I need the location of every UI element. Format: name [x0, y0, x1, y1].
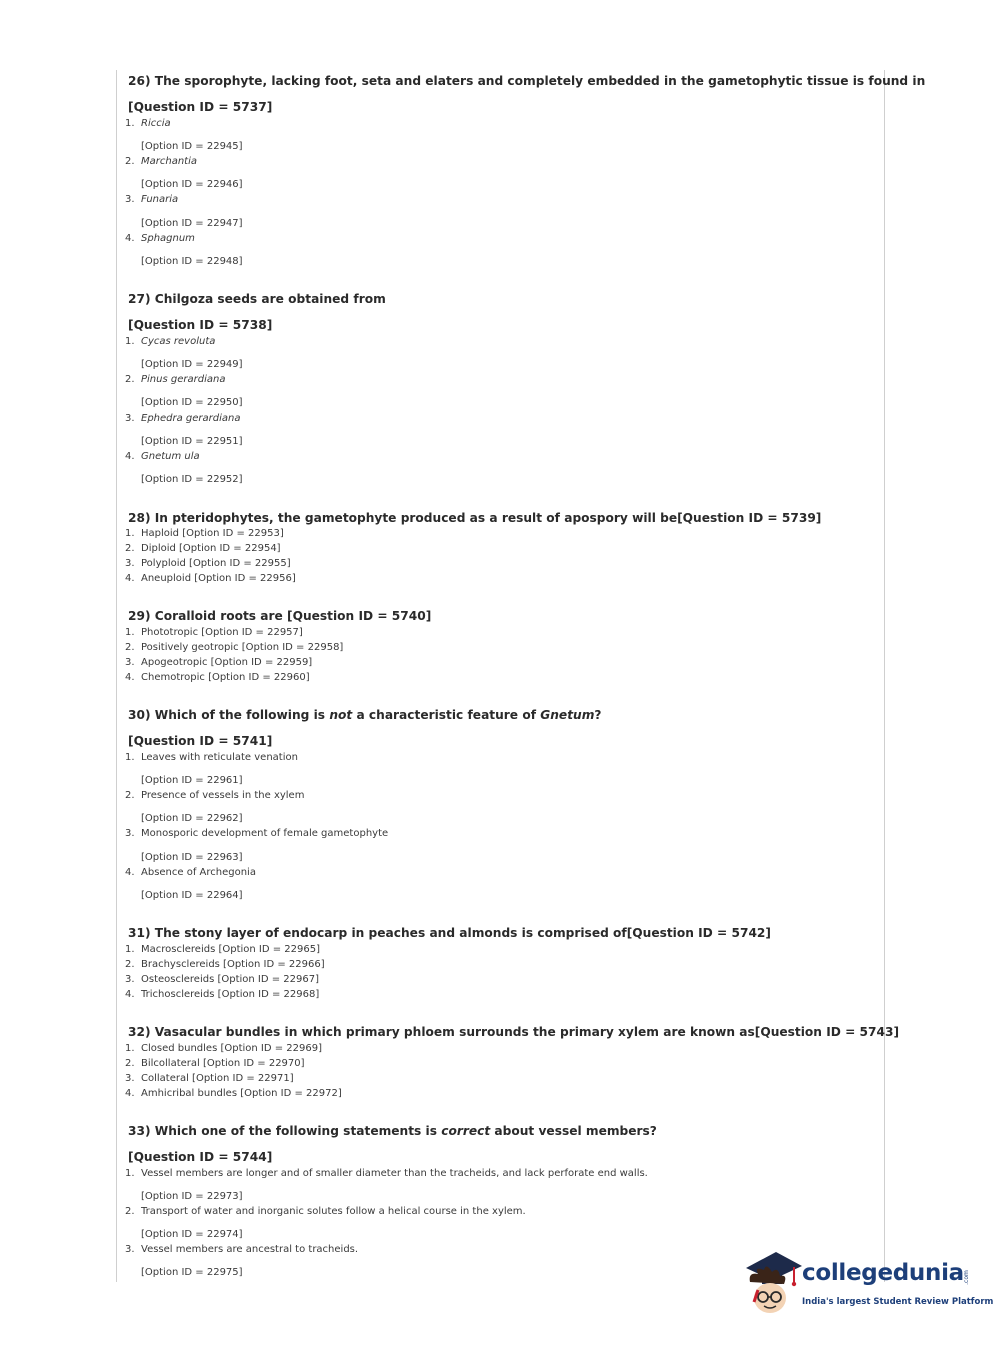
- q28-option-1: 1. Haploid [Option ID = 22953]: [125, 528, 284, 539]
- q26-option-3-id: [Option ID = 22947]: [141, 218, 243, 229]
- q32-option-2: 2. Bilcollateral [Option ID = 22970]: [125, 1058, 305, 1069]
- question-26-id: [Question ID = 5737]: [128, 100, 273, 114]
- q32-option-1: 1. Closed bundles [Option ID = 22969]: [125, 1043, 323, 1054]
- question-29: 29) Coralloid roots are [Question ID = 5740]: [128, 609, 432, 623]
- q30-option-4: 4. Absence of Archegonia: [125, 867, 256, 878]
- q30-option-3-id: [Option ID = 22963]: [141, 852, 243, 863]
- question-32: 32) Vasacular bundles in which primary phloem surrounds the primary xylem are known as[Question ID = 5743]: [128, 1025, 900, 1039]
- brand-name: collegedunia: [802, 1260, 964, 1286]
- brand-com: .com: [962, 1270, 970, 1285]
- question-33-id: [Question ID = 5744]: [128, 1150, 273, 1164]
- q26-option-4: 4. Sphagnum: [125, 233, 195, 244]
- q30-option-2-id: [Option ID = 22962]: [141, 813, 243, 824]
- q32-option-3: 3. Collateral [Option ID = 22971]: [125, 1073, 294, 1084]
- q31-option-4: 4. Trichosclereids [Option ID = 22968]: [125, 989, 320, 1000]
- q27-option-2-id: [Option ID = 22950]: [141, 397, 243, 408]
- q33-option-1-id: [Option ID = 22973]: [141, 1191, 243, 1202]
- q28-option-2: 2. Diploid [Option ID = 22954]: [125, 543, 281, 554]
- q26-option-4-id: [Option ID = 22948]: [141, 256, 243, 267]
- question-27: 27) Chilgoza seeds are obtained from: [128, 292, 386, 306]
- q26-option-1-id: [Option ID = 22945]: [141, 141, 243, 152]
- q26-option-1: 1. Riccia: [125, 118, 171, 129]
- q33-option-3: 3. Vessel members are ancestral to tracheids.: [125, 1244, 359, 1255]
- question-30: 30) Which of the following is not a characteristic feature of Gnetum?: [128, 708, 602, 722]
- q31-option-3: 3. Osteosclereids [Option ID = 22967]: [125, 974, 320, 985]
- question-27-id: [Question ID = 5738]: [128, 318, 273, 332]
- question-31: 31) The stony layer of endocarp in peaches and almonds is comprised of[Question ID = 5742]: [128, 926, 771, 940]
- q33-option-2-id: [Option ID = 22974]: [141, 1229, 243, 1240]
- q28-option-4: 4. Aneuploid [Option ID = 22956]: [125, 573, 296, 584]
- left-margin-line: [116, 70, 117, 1282]
- q26-option-3: 3. Funaria: [125, 194, 179, 205]
- right-margin-line: [884, 70, 885, 1282]
- q28-option-3: 3. Polyploid [Option ID = 22955]: [125, 558, 291, 569]
- q31-option-2: 2. Brachysclereids [Option ID = 22966]: [125, 959, 325, 970]
- q32-option-4: 4. Amhicribal bundles [Option ID = 22972]: [125, 1088, 342, 1099]
- q29-option-2: 2. Positively geotropic [Option ID = 22958]: [125, 642, 344, 653]
- q27-option-3-id: [Option ID = 22951]: [141, 436, 243, 447]
- question-30-id: [Question ID = 5741]: [128, 734, 273, 748]
- q31-option-1: 1. Macrosclereids [Option ID = 22965]: [125, 944, 321, 955]
- q27-option-2: 2. Pinus gerardiana: [125, 374, 226, 385]
- q27-option-4: 4. Gnetum ula: [125, 451, 200, 462]
- q30-option-1: 1. Leaves with reticulate venation: [125, 752, 298, 763]
- question-33: 33) Which one of the following statements is correct about vessel members?: [128, 1124, 657, 1138]
- q30-option-1-id: [Option ID = 22961]: [141, 775, 243, 786]
- question-26: 26) The sporophyte, lacking foot, seta and elaters and completely embedded in the gametophytic tissue is found in: [128, 74, 926, 88]
- mascot-icon: [742, 1250, 804, 1320]
- q27-option-4-id: [Option ID = 22952]: [141, 474, 243, 485]
- q29-option-1: 1. Phototropic [Option ID = 22957]: [125, 627, 303, 638]
- q26-option-2-id: [Option ID = 22946]: [141, 179, 243, 190]
- brand-tagline: India's largest Student Review Platform: [802, 1297, 994, 1307]
- q27-option-1-id: [Option ID = 22949]: [141, 359, 243, 370]
- q33-option-3-id: [Option ID = 22975]: [141, 1267, 243, 1278]
- q27-option-1: 1. Cycas revoluta: [125, 336, 216, 347]
- q30-option-3: 3. Monosporic development of female gametophyte: [125, 828, 389, 839]
- question-28: 28) In pteridophytes, the gametophyte produced as a result of apospory will be[Question ID = 5739]: [128, 511, 822, 525]
- q33-option-2: 2. Transport of water and inorganic solutes follow a helical course in the xylem.: [125, 1206, 526, 1217]
- q30-option-4-id: [Option ID = 22964]: [141, 890, 243, 901]
- q29-option-4: 4. Chemotropic [Option ID = 22960]: [125, 672, 310, 683]
- q33-option-1: 1. Vessel members are longer and of smaller diameter than the tracheids, and lack perforate end walls.: [125, 1168, 648, 1179]
- q30-option-2: 2. Presence of vessels in the xylem: [125, 790, 305, 801]
- q26-option-2: 2. Marchantia: [125, 156, 197, 167]
- q27-option-3: 3. Ephedra gerardiana: [125, 413, 241, 424]
- q29-option-3: 3. Apogeotropic [Option ID = 22959]: [125, 657, 313, 668]
- collegedunia-logo: [742, 1250, 994, 1320]
